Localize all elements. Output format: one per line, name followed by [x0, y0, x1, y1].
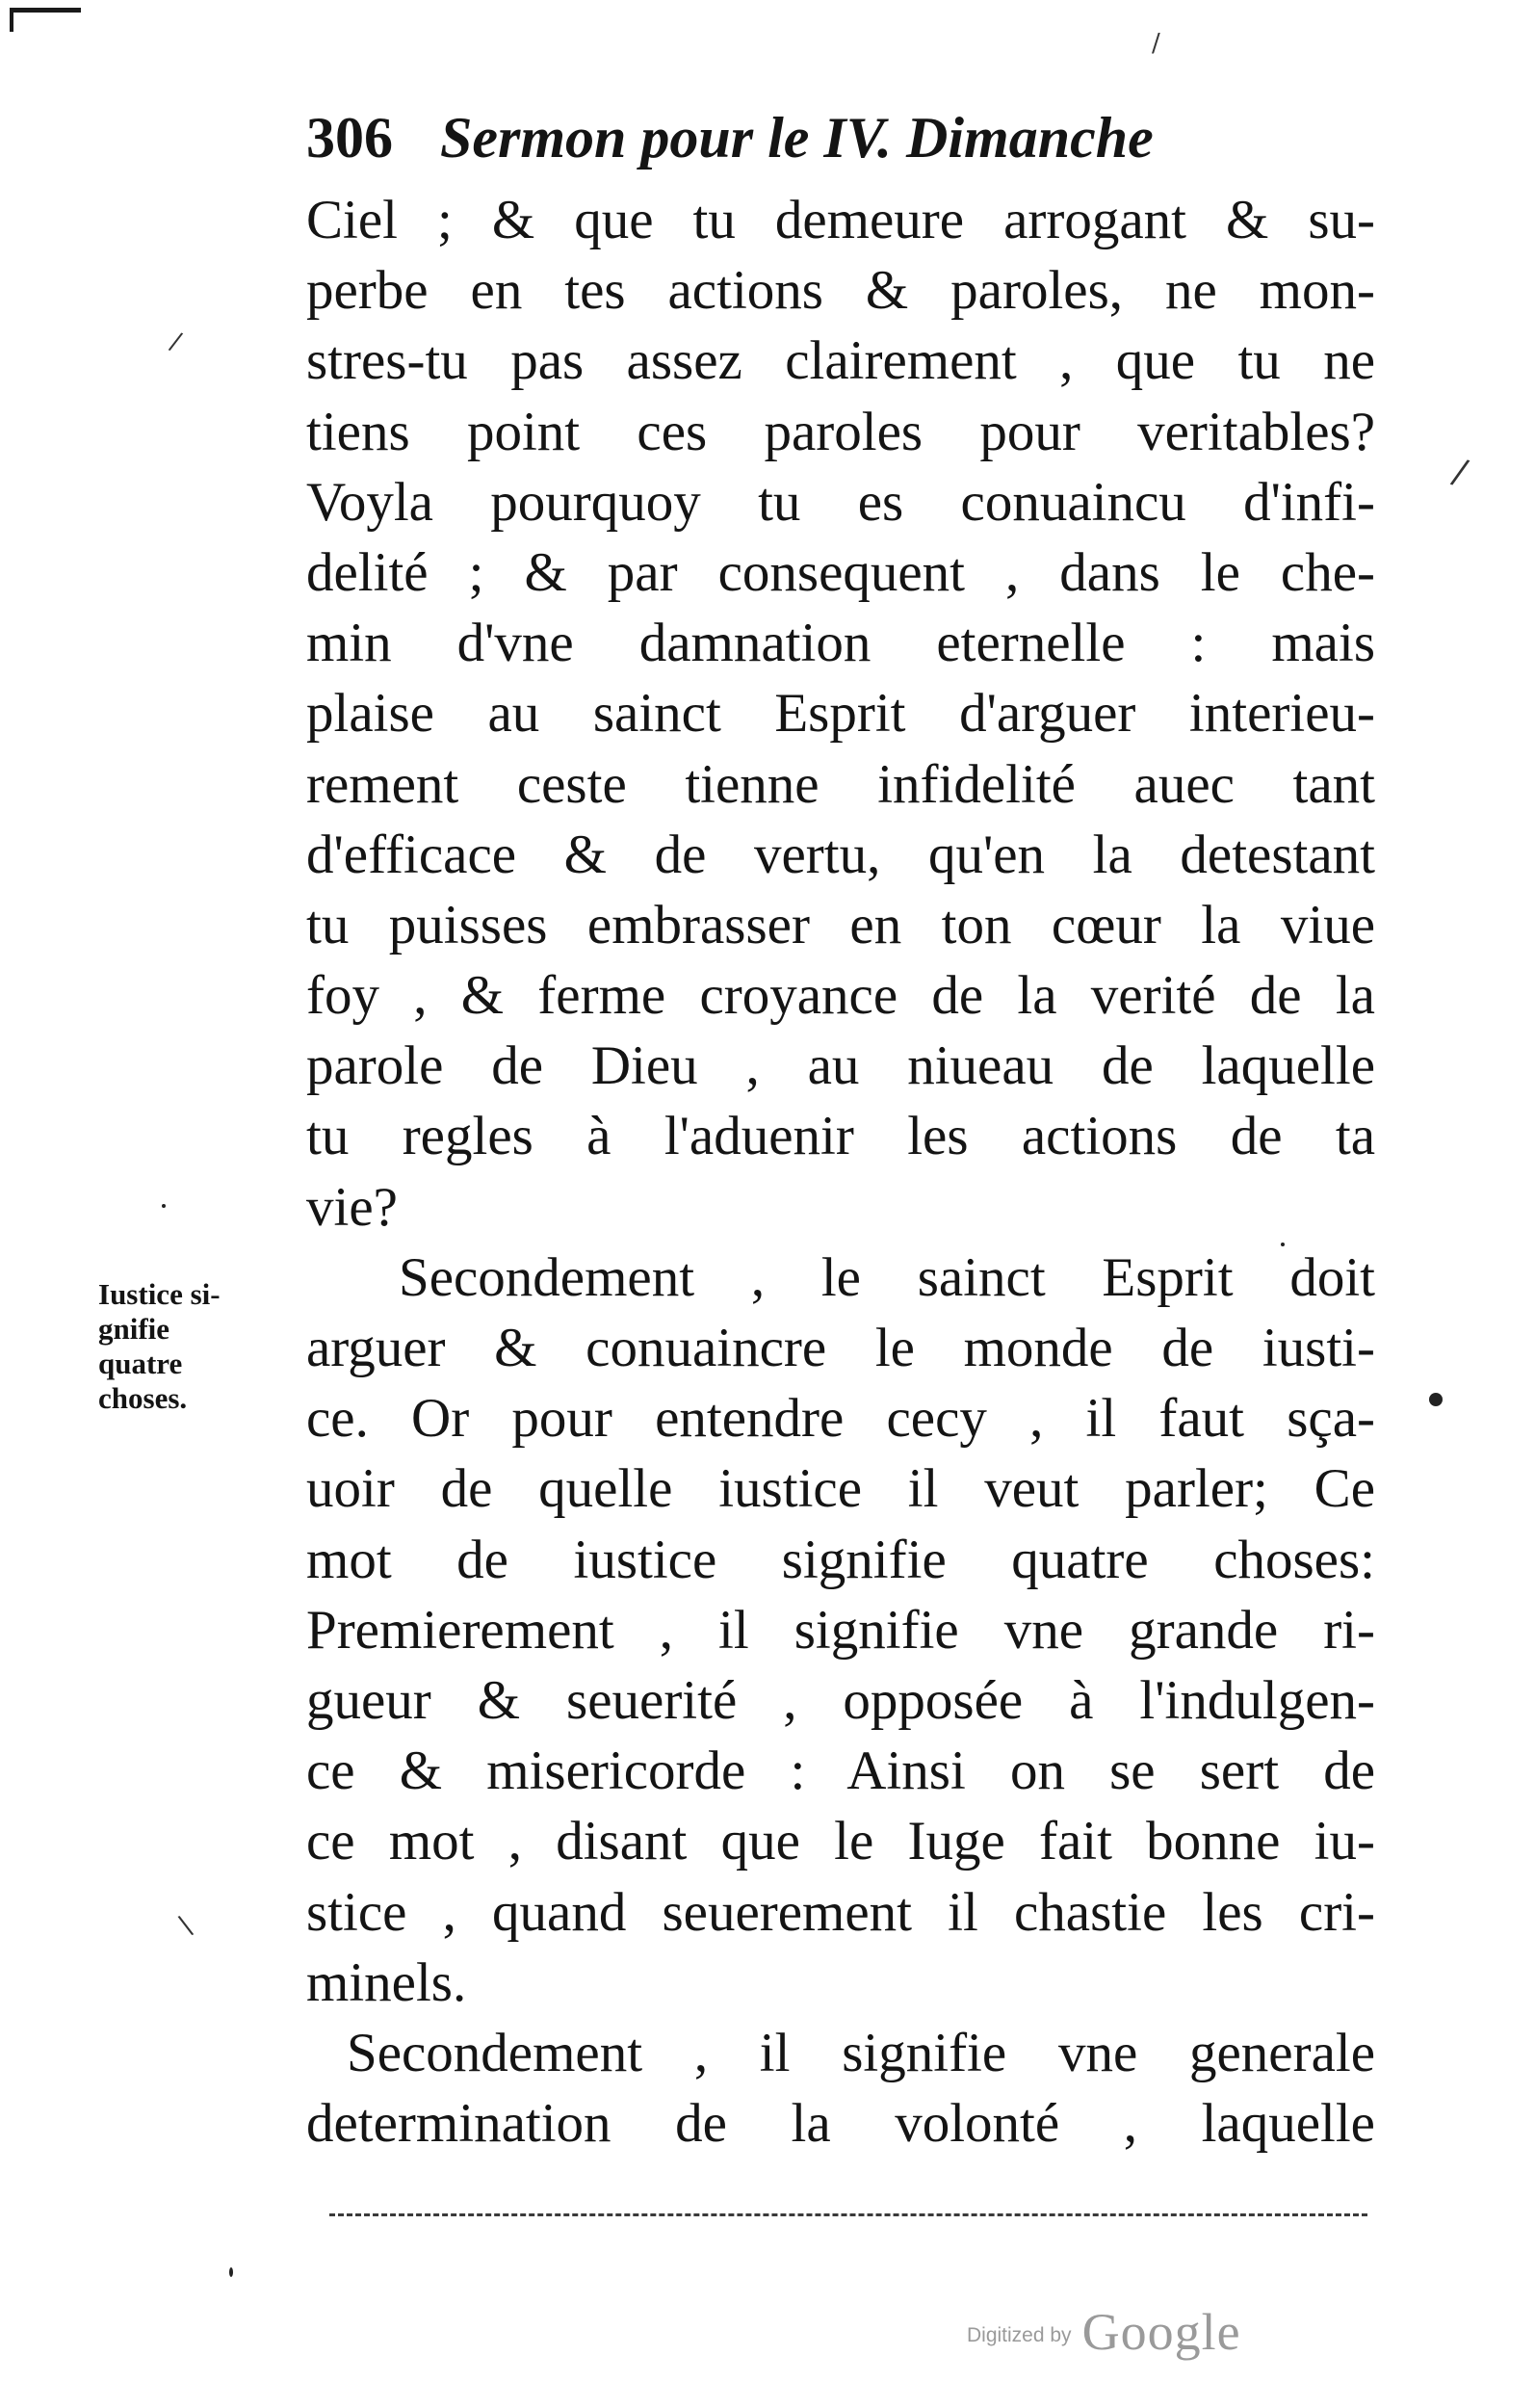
- text-line: ce. Or pour entendre cecy , il faut sça-: [306, 1388, 1375, 1450]
- watermark-prefix: Digitized by: [967, 2324, 1072, 2346]
- body-text: [306, 185, 1375, 2159]
- scan-mark: \: [175, 1908, 195, 1942]
- ink-speck: [162, 1204, 166, 1208]
- text-line: ce & misericorde : Ainsi on se sert de: [306, 1741, 1375, 1802]
- page-number: 306: [306, 106, 393, 170]
- text-line: rement ceste tienne infidelité auec tant: [306, 753, 1375, 815]
- text-line: parole de Dieu , au niueau de laquelle: [306, 1035, 1375, 1097]
- margin-note-line: choses.: [98, 1381, 188, 1415]
- margin-note-line: Iustice si-: [98, 1277, 221, 1311]
- text-line: minels.: [306, 1951, 467, 2013]
- text-line: Premierement , il signifie vne grande ri-: [306, 1599, 1375, 1661]
- google-logo: Google: [1081, 2303, 1241, 2361]
- text-line: d'efficace & de vertu, qu'en la detestant: [306, 824, 1375, 885]
- text-line: delité ; & par consequent , dans le che-: [306, 541, 1375, 603]
- scan-mark: /: [1447, 452, 1472, 493]
- text-line: ce mot , disant que le Iuge fait bonne iu-: [306, 1811, 1375, 1872]
- ink-speck: [1281, 1243, 1285, 1246]
- paragraph-start-line: Secondement , le sainct Esprit doit: [399, 1246, 1375, 1308]
- text-line: tu regles à l'aduenir les actions de ta: [306, 1106, 1375, 1167]
- ink-speck: [1429, 1393, 1443, 1406]
- text-line: tu puisses embrasser en ton cœur la viue: [306, 894, 1375, 955]
- scan-mark: /: [1152, 29, 1160, 58]
- text-line: foy , & ferme croyance de la verité de la: [306, 965, 1375, 1027]
- text-line: arguer & conuaincre le monde de iusti-: [306, 1318, 1375, 1378]
- margin-note-line: quatre: [98, 1347, 183, 1380]
- margin-note-line: gnifie: [98, 1312, 170, 1346]
- bottom-dashed-rule: [329, 2213, 1367, 2216]
- text-line: tiens point ces paroles pour veritables?: [306, 401, 1375, 462]
- text-line: mot de iustice signifie quatre choses:: [306, 1529, 1375, 1590]
- text-line: plaise au sainct Esprit d'arguer interieu-: [306, 683, 1375, 745]
- text-line: stres-tu pas assez clairement , que tu ne: [306, 330, 1375, 392]
- text-line: determination de la volonté , laquelle: [306, 2093, 1375, 2155]
- scan-corner-mark: [10, 8, 81, 32]
- text-line: stice , quand seuerement il chastie les cri-: [306, 1881, 1375, 1943]
- page-header: [306, 94, 1366, 181]
- text-line: gueur & seuerité , opposée à l'indulgen-: [306, 1669, 1375, 1731]
- scan-mark: /: [167, 327, 185, 357]
- text-line: min d'vne damnation eternelle : mais: [306, 613, 1375, 674]
- running-title: Sermon pour le IV. Dimanche: [440, 106, 1154, 170]
- text-line: uoir de quelle iustice il veut parler; Ce: [306, 1458, 1375, 1520]
- text-line: Voyla pourquoy tu es conuaincu d'infi-: [306, 471, 1375, 533]
- google-watermark: [967, 2302, 1294, 2379]
- ink-speck: [229, 2267, 233, 2277]
- text-line: perbe en tes actions & paroles, ne mon-: [306, 260, 1375, 322]
- text-line: vie?: [306, 1176, 398, 1238]
- paragraph-start-line: Secondement , il signifie vne generale: [347, 2022, 1375, 2083]
- text-line: Ciel ; & que tu demeure arrogant & su-: [306, 190, 1375, 250]
- margin-note: [98, 1277, 291, 1416]
